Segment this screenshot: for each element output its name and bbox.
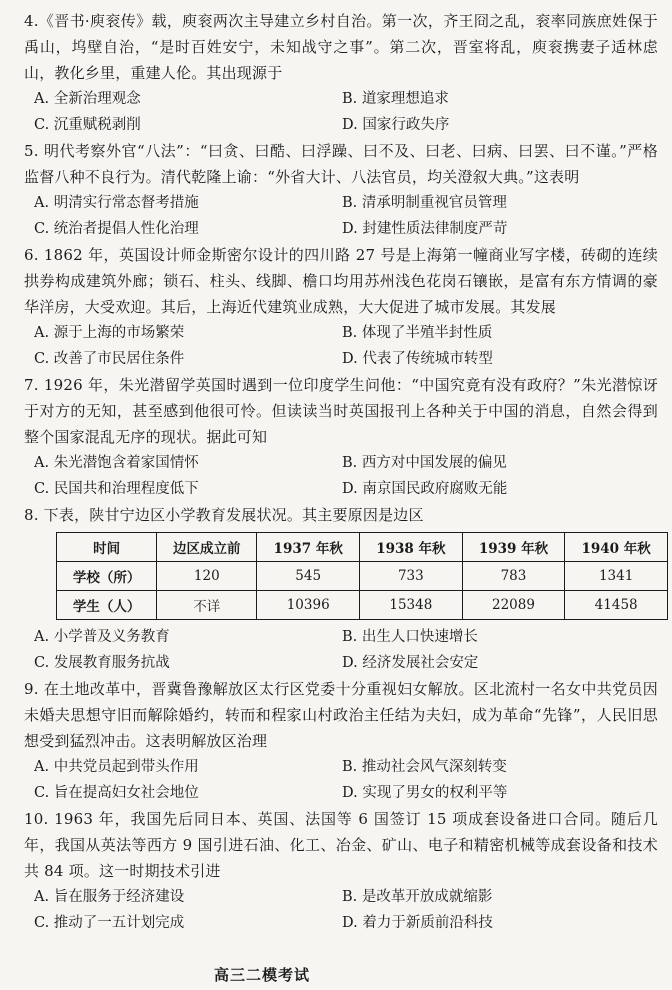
- table-header-cell: 边区成立前: [157, 533, 257, 562]
- table-cell: 不详: [157, 591, 257, 620]
- question-stem: 9. 在土地改革中，晋冀鲁豫解放区太行区党委十分重视妇女解放。区北流村一名女中共党员因未婚夫思想守旧而解除婚约，转而和程家山村政治主任结为夫妇，成为革命“先锋”，人民旧思想受到猛烈冲击。这表明解放区治理: [24, 680, 658, 750]
- table-cell: 15348: [360, 591, 463, 620]
- table-row-label: 学生（人）: [57, 591, 157, 620]
- answer-options: [34, 450, 658, 502]
- option-b: B. 推动社会风气深刻转变: [342, 759, 507, 775]
- option-a: A. 明清实行常态督考措施: [34, 195, 199, 211]
- table-header-cell: 时间: [57, 533, 157, 562]
- option-a: A. 朱光潜饱含着家国情怀: [34, 455, 199, 471]
- table-cell: 22089: [462, 591, 565, 620]
- option-c: C. 旨在提高妇女社会地位: [34, 785, 199, 801]
- option-d: D. 南京国民政府腐败无能: [342, 481, 508, 497]
- answer-options: [34, 320, 658, 372]
- answer-options: [34, 884, 658, 936]
- table-cell: 733: [360, 562, 463, 591]
- option-d: D. 着力于新质前沿科技: [342, 915, 493, 931]
- table-row: [57, 562, 668, 591]
- table-row: [57, 591, 668, 620]
- answer-options: [34, 190, 658, 242]
- table-cell: 545: [257, 562, 360, 591]
- table-header-cell: 1937 年秋: [257, 533, 360, 562]
- table-cell: 120: [157, 562, 257, 591]
- option-c: C. 沉重赋税剥削: [34, 117, 141, 133]
- table-cell: 10396: [257, 591, 360, 620]
- option-d: D. 国家行政失序: [342, 117, 450, 133]
- option-a: A. 源于上海的市场繁荣: [34, 325, 185, 341]
- question-9: [24, 676, 658, 806]
- question-stem: 5. 明代考察外官“八法”：“曰贪、曰酷、曰浮躁、曰不及、曰老、曰病、曰罢、曰不谨。”严格监督八种不良行为。清代乾隆上谕：“外省大计、八法官员，均关澄叙大典。”这表明: [24, 142, 658, 186]
- option-c: C. 发展教育服务抗战: [34, 655, 170, 671]
- option-b: B. 清承明制重视官员管理: [342, 195, 507, 211]
- option-a: A. 中共党员起到带头作用: [34, 759, 199, 775]
- option-a: A. 旨在服务于经济建设: [34, 889, 185, 905]
- question-stem: 6. 1862 年，英国设计师金斯密尔设计的四川路 27 号是上海第一幢商业写字楼，砖砌的连续拱券构成建筑外廊；锁石、柱头、线脚、檐口均用苏州浅色花岗石镶嵌，是富有东方情调的豪华洋房，大受欢迎。其后，上海近代建筑业成熟，大大促进了城市发展。其发展: [24, 246, 658, 316]
- table-header-cell: 1938 年秋: [360, 533, 463, 562]
- option-b: B. 是改革开放成就缩影: [342, 889, 493, 905]
- question-10: [24, 806, 658, 936]
- table-cell: 783: [462, 562, 565, 591]
- option-c: C. 民国共和治理程度低下: [34, 481, 199, 497]
- option-c: C. 推动了一五计划完成: [34, 915, 185, 931]
- question-7: [24, 372, 658, 502]
- option-d: D. 经济发展社会安定: [342, 655, 479, 671]
- table-cell: 1341: [565, 562, 668, 591]
- question-stem: 10. 1963 年，我国先后同日本、英国、法国等 6 国签订 15 项成套设备进口合同。随后几年，我国从英法等西方 9 国引进石油、化工、冶金、矿山、电子和精密机械等成套设备和技术共 84 项。这一时期技术引进: [24, 810, 658, 880]
- option-d: D. 实现了男女的权利平等: [342, 785, 508, 801]
- question-stem: 8. 下表，陕甘宁边区小学教育发展状况。其主要原因是边区: [24, 506, 424, 524]
- table-row-label: 学校（所）: [57, 562, 157, 591]
- question-8: [24, 502, 658, 676]
- option-a: A. 小学普及义务教育: [34, 629, 170, 645]
- answer-options: [34, 624, 658, 676]
- question-4: [24, 8, 658, 138]
- option-d: D. 封建性质法律制度严苛: [342, 221, 508, 237]
- option-a: A. 全新治理观念: [34, 91, 141, 107]
- option-c: C. 改善了市民居住条件: [34, 351, 185, 367]
- table-header-cell: 1940 年秋: [565, 533, 668, 562]
- answer-options: [34, 86, 658, 138]
- option-b: B. 西方对中国发展的偏见: [342, 455, 507, 471]
- question-5: [24, 138, 658, 242]
- question-6: [24, 242, 658, 372]
- question-stem: 7. 1926 年，朱光潜留学英国时遇到一位印度学生问他：“中国究竟有没有政府？”朱光潜惊讶于对方的无知，甚至感到他很可怜。但读读当时英国报刊上各种关于中国的消息，自然会得到整个国家混乱无序的现状。据此可知: [24, 376, 658, 446]
- option-b: B. 出生人口快速增长: [342, 629, 478, 645]
- education-table: [56, 532, 668, 620]
- option-c: C. 统治者提倡人性化治理: [34, 221, 199, 237]
- option-b: B. 体现了半殖半封性质: [342, 325, 493, 341]
- table-header-cell: 1939 年秋: [462, 533, 565, 562]
- answer-options: [34, 754, 658, 806]
- option-b: B. 道家理想追求: [342, 91, 449, 107]
- page-footer: 高三二模考试: [214, 966, 311, 984]
- option-d: D. 代表了传统城市转型: [342, 351, 493, 367]
- table-header-row: [57, 533, 668, 562]
- question-stem: 4.《晋书·庾衮传》载，庾衮两次主导建立乡村自治。第一次，齐王冏之乱，衮率同族庶姓保于禹山，坞壁自治，“是时百姓安宁，未知战守之事”。第二次，晋室将乱，庾衮携妻子适林虑山，教化乡里，重建人伦。其出现源于: [24, 12, 658, 82]
- table-cell: 41458: [565, 591, 668, 620]
